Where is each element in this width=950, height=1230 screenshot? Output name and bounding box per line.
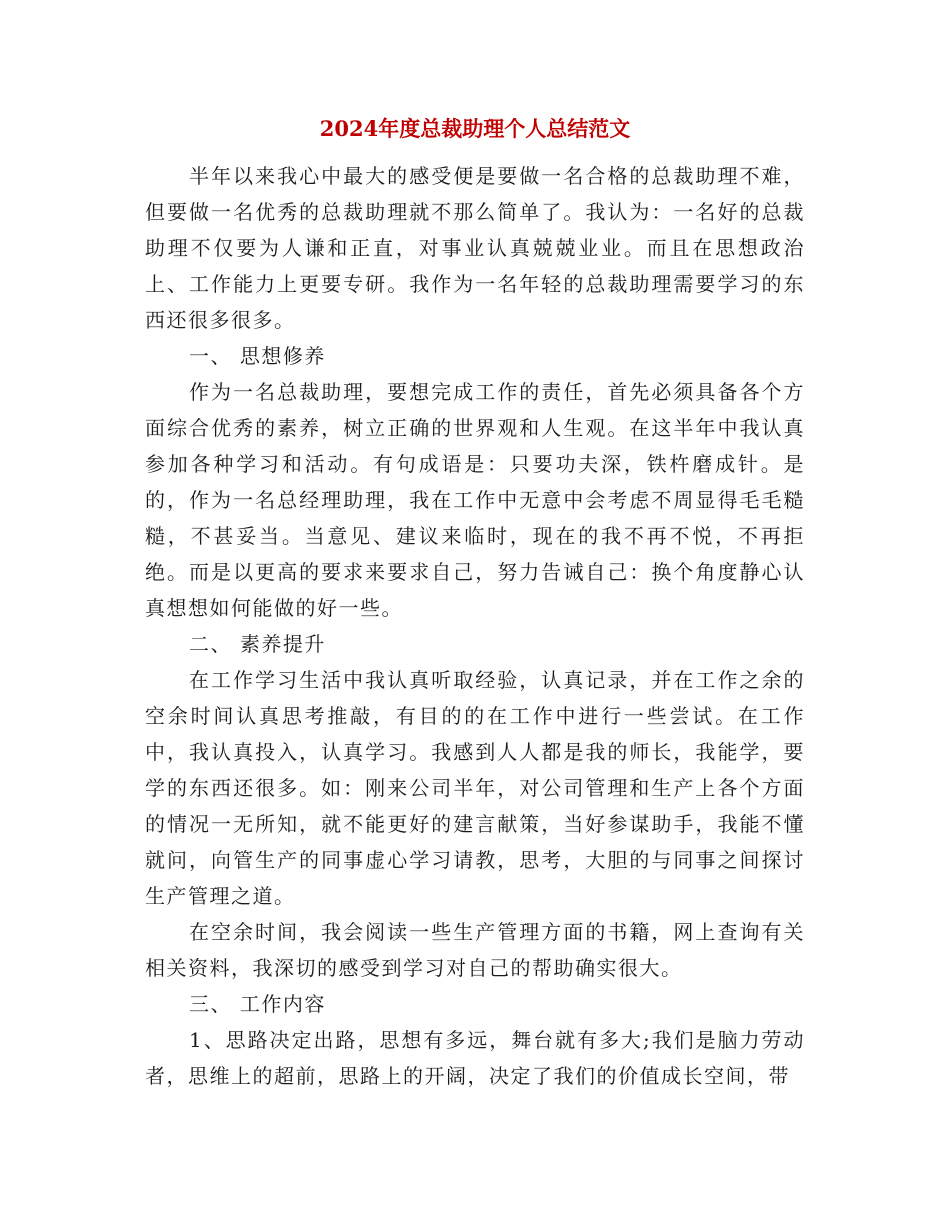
section-heading-3: 三、 工作内容 [189, 992, 326, 1016]
paragraph-intro: 半年以来我心中最大的感受便是要做一名合格的总裁助理不难，但要做一名优秀的总裁助理就不那么简单了。我认为：一名好的总裁助理不仅要为人谦和正直，对事业认真兢兢业业。而且在思想政治上、工作能力上更要专研。我作为一名年轻的总裁助理需要学习的东西还很多很多。 [145, 164, 805, 332]
paragraph-section-3: 1、思路决定出路，思想有多远，舞台就有多大;我们是脑力劳动者，思维上的超前，思路上的开阔，决定了我们的价值成长空间，带 [145, 1028, 805, 1088]
paragraph-section-2a: 在工作学习生活中我认真听取经验，认真记录，并在工作之余的空余时间认真思考推敲，有目的的在工作中进行一些尝试。在工作中，我认真投入，认真学习。我感到人人都是我的师长，我能学，要学的东西还很多。如：刚来公司半年，对公司管理和生产上各个方面的情况一无所知，就不能更好的建言献策，当好参谋助手，我能不懂就问，向管生产的同事虚心学习请教，思考，大胆的与同事之间探讨生产管理之道。 [145, 668, 805, 908]
section-heading-1: 一、 思想修养 [189, 344, 326, 368]
document-title: 2024年度总裁助理个人总结范文 [319, 116, 631, 141]
paragraph-section-1: 作为一名总裁助理，要想完成工作的责任，首先必须具备各个方面综合优秀的素养，树立正确的世界观和人生观。在这半年中我认真参加各种学习和活动。有句成语是：只要功夫深，铁杵磨成针。是的，作为一名总经理助理，我在工作中无意中会考虑不周显得毛毛糙糙，不甚妥当。当意见、建议来临时，现在的我不再不悦，不再拒绝。而是以更高的要求来要求自己，努力告诫自己：换个角度静心认真想想如何能做的好一些。 [145, 380, 805, 620]
section-heading-2: 二、 素养提升 [189, 632, 326, 656]
paragraph-section-2b: 在空余时间，我会阅读一些生产管理方面的书籍，网上查询有关相关资料，我深切的感受到学习对自己的帮助确实很大。 [145, 920, 805, 980]
document-body [145, 158, 805, 1094]
